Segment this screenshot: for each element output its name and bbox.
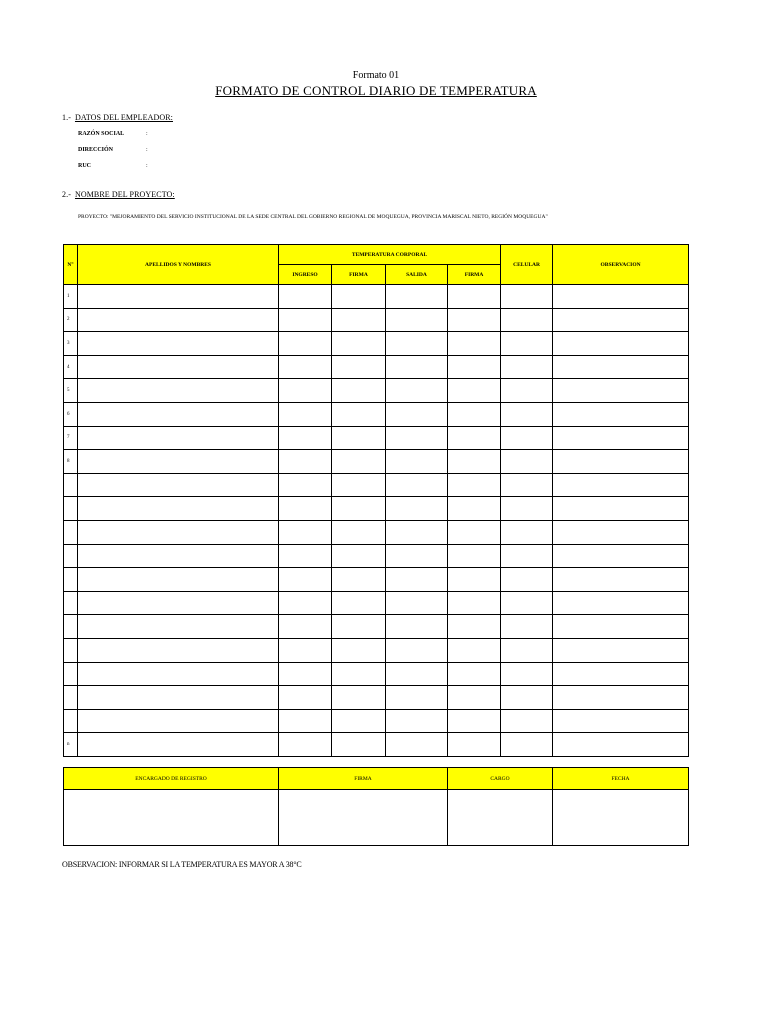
- observacion-cell[interactable]: [553, 332, 689, 356]
- section-number: 2.-: [62, 190, 71, 199]
- firma-salida-cell[interactable]: [448, 733, 501, 757]
- encargado-cell[interactable]: [64, 790, 279, 846]
- firma-ingreso-cell[interactable]: [332, 568, 386, 592]
- celular-cell[interactable]: [501, 402, 553, 426]
- section-title: DATOS DEL EMPLEADOR:: [74, 113, 173, 122]
- names-cell[interactable]: [78, 568, 279, 592]
- table-row: [64, 379, 689, 403]
- celular-cell[interactable]: [501, 520, 553, 544]
- row-number: 3: [64, 332, 78, 356]
- section-employer-heading: [62, 113, 173, 122]
- salida-cell[interactable]: [386, 615, 448, 639]
- celular-cell[interactable]: [501, 308, 553, 332]
- header-observacion: OBSERVACION: [553, 245, 689, 285]
- firma-salida-cell[interactable]: [448, 426, 501, 450]
- registry-signature-table: [63, 767, 689, 846]
- names-cell[interactable]: [78, 733, 279, 757]
- celular-cell[interactable]: [501, 709, 553, 733]
- salida-cell[interactable]: [386, 450, 448, 474]
- observacion-cell[interactable]: [553, 473, 689, 497]
- observacion-cell[interactable]: [553, 450, 689, 474]
- salida-cell[interactable]: [386, 379, 448, 403]
- table-row: [64, 332, 689, 356]
- salida-cell[interactable]: [386, 638, 448, 662]
- salida-cell[interactable]: [386, 544, 448, 568]
- names-cell[interactable]: [78, 709, 279, 733]
- row-number: 8: [64, 450, 78, 474]
- table-row: [64, 544, 689, 568]
- firma-salida-cell[interactable]: [448, 497, 501, 521]
- table-row: [64, 450, 689, 474]
- firma-salida-cell[interactable]: [448, 285, 501, 309]
- observacion-cell[interactable]: [553, 615, 689, 639]
- firma-salida-cell[interactable]: [448, 662, 501, 686]
- firma-ingreso-cell[interactable]: [332, 355, 386, 379]
- firma-cell[interactable]: [279, 790, 448, 846]
- names-cell[interactable]: [78, 426, 279, 450]
- celular-cell[interactable]: [501, 686, 553, 710]
- salida-cell[interactable]: [386, 591, 448, 615]
- fecha-cell[interactable]: [553, 790, 689, 846]
- firma-ingreso-cell[interactable]: [332, 332, 386, 356]
- header-cargo: CARGO: [448, 768, 553, 790]
- section-title: NOMBRE DEL PROYECTO:: [74, 190, 175, 199]
- names-cell[interactable]: [78, 308, 279, 332]
- observacion-cell[interactable]: [553, 355, 689, 379]
- names-cell[interactable]: [78, 615, 279, 639]
- firma-ingreso-cell[interactable]: [332, 520, 386, 544]
- header-firma: FIRMA: [279, 768, 448, 790]
- observation-note: OBSERVACION: INFORMAR SI LA TEMPERATURA ES MAYOR A 38°C: [62, 860, 302, 869]
- ingreso-cell[interactable]: [279, 591, 332, 615]
- row-number: 2: [64, 308, 78, 332]
- header-temperature: TEMPERATURA CORPORAL: [279, 245, 501, 265]
- firma-ingreso-cell[interactable]: [332, 308, 386, 332]
- ingreso-cell[interactable]: [279, 686, 332, 710]
- ingreso-cell[interactable]: [279, 615, 332, 639]
- firma-ingreso-cell[interactable]: [332, 615, 386, 639]
- row-number: [64, 497, 78, 521]
- row-number: [64, 473, 78, 497]
- observacion-cell[interactable]: [553, 638, 689, 662]
- cargo-cell[interactable]: [448, 790, 553, 846]
- header-ingreso: INGRESO: [279, 265, 332, 285]
- firma-ingreso-cell[interactable]: [332, 709, 386, 733]
- celular-cell[interactable]: [501, 426, 553, 450]
- row-number: [64, 544, 78, 568]
- firma-salida-cell[interactable]: [448, 686, 501, 710]
- names-cell[interactable]: [78, 355, 279, 379]
- salida-cell[interactable]: [386, 497, 448, 521]
- salida-cell[interactable]: [386, 733, 448, 757]
- table-row: [64, 426, 689, 450]
- firma-salida-cell[interactable]: [448, 544, 501, 568]
- header-encargado: ENCARGADO DE REGISTRO: [64, 768, 279, 790]
- celular-cell[interactable]: [501, 662, 553, 686]
- ingreso-cell[interactable]: [279, 520, 332, 544]
- table-row: [64, 473, 689, 497]
- ingreso-cell[interactable]: [279, 355, 332, 379]
- observacion-cell[interactable]: [553, 568, 689, 592]
- ingreso-cell[interactable]: [279, 497, 332, 521]
- row-number: 6: [64, 402, 78, 426]
- names-cell[interactable]: [78, 544, 279, 568]
- celular-cell[interactable]: [501, 733, 553, 757]
- firma-ingreso-cell[interactable]: [332, 544, 386, 568]
- table-body: [64, 285, 689, 757]
- celular-cell[interactable]: [501, 450, 553, 474]
- row-number: [64, 568, 78, 592]
- row-number: [64, 709, 78, 733]
- row-number: [64, 591, 78, 615]
- observacion-cell[interactable]: [553, 426, 689, 450]
- firma-ingreso-cell[interactable]: [332, 686, 386, 710]
- names-cell[interactable]: [78, 332, 279, 356]
- observacion-cell[interactable]: [553, 544, 689, 568]
- table-row: [64, 285, 689, 309]
- firma-ingreso-cell[interactable]: [332, 497, 386, 521]
- ingreso-cell[interactable]: [279, 332, 332, 356]
- celular-cell[interactable]: [501, 544, 553, 568]
- names-cell[interactable]: [78, 686, 279, 710]
- firma-salida-cell[interactable]: [448, 450, 501, 474]
- table-row: [64, 355, 689, 379]
- header-firma-salida: FIRMA: [448, 265, 501, 285]
- firma-ingreso-cell[interactable]: [332, 426, 386, 450]
- celular-cell[interactable]: [501, 638, 553, 662]
- names-cell[interactable]: [78, 450, 279, 474]
- names-cell[interactable]: [78, 402, 279, 426]
- ingreso-cell[interactable]: [279, 544, 332, 568]
- salida-cell[interactable]: [386, 355, 448, 379]
- table-row: [64, 733, 689, 757]
- salida-cell[interactable]: [386, 520, 448, 544]
- observacion-cell[interactable]: [553, 497, 689, 521]
- field-label-ruc: RUC: [78, 163, 91, 169]
- row-number: n: [64, 733, 78, 757]
- row-number: [64, 662, 78, 686]
- names-cell[interactable]: [78, 591, 279, 615]
- firma-salida-cell[interactable]: [448, 355, 501, 379]
- section-number: 1.-: [62, 113, 71, 122]
- firma-ingreso-cell[interactable]: [332, 285, 386, 309]
- celular-cell[interactable]: [501, 355, 553, 379]
- row-number: 7: [64, 426, 78, 450]
- document-title: FORMATO DE CONTROL DIARIO DE TEMPERATURA: [215, 83, 537, 98]
- celular-cell[interactable]: [501, 332, 553, 356]
- salida-cell[interactable]: [386, 568, 448, 592]
- names-cell[interactable]: [78, 638, 279, 662]
- ingreso-cell[interactable]: [279, 402, 332, 426]
- table-row: [64, 615, 689, 639]
- celular-cell[interactable]: [501, 591, 553, 615]
- celular-cell[interactable]: [501, 473, 553, 497]
- ingreso-cell[interactable]: [279, 308, 332, 332]
- firma-ingreso-cell[interactable]: [332, 402, 386, 426]
- observacion-cell[interactable]: [553, 285, 689, 309]
- firma-ingreso-cell[interactable]: [332, 473, 386, 497]
- field-label-razon-social: RAZÓN SOCIAL: [78, 131, 125, 137]
- names-cell[interactable]: [78, 520, 279, 544]
- field-colon: :: [146, 163, 148, 169]
- firma-ingreso-cell[interactable]: [332, 638, 386, 662]
- observacion-cell[interactable]: [553, 662, 689, 686]
- header-celular: CELULAR: [501, 245, 553, 285]
- ingreso-cell[interactable]: [279, 662, 332, 686]
- observacion-cell[interactable]: [553, 686, 689, 710]
- firma-salida-cell[interactable]: [448, 379, 501, 403]
- firma-salida-cell[interactable]: [448, 520, 501, 544]
- table-row: [64, 308, 689, 332]
- row-number: 5: [64, 379, 78, 403]
- header-fecha: FECHA: [553, 768, 689, 790]
- format-label: Formato 01: [352, 70, 400, 81]
- field-colon: :: [146, 147, 148, 153]
- row-number: [64, 638, 78, 662]
- celular-cell[interactable]: [501, 379, 553, 403]
- firma-salida-cell[interactable]: [448, 308, 501, 332]
- salida-cell[interactable]: [386, 426, 448, 450]
- table-row: [64, 638, 689, 662]
- salida-cell[interactable]: [386, 473, 448, 497]
- ingreso-cell[interactable]: [279, 426, 332, 450]
- observacion-cell[interactable]: [553, 709, 689, 733]
- row-number: 4: [64, 355, 78, 379]
- row-number: [64, 686, 78, 710]
- salida-cell[interactable]: [386, 285, 448, 309]
- celular-cell[interactable]: [501, 568, 553, 592]
- firma-salida-cell[interactable]: [448, 568, 501, 592]
- field-label-direccion: DIRECCIÓN: [78, 147, 114, 153]
- names-cell[interactable]: [78, 285, 279, 309]
- observacion-cell[interactable]: [553, 520, 689, 544]
- table-row: [64, 662, 689, 686]
- celular-cell[interactable]: [501, 615, 553, 639]
- names-cell[interactable]: [78, 379, 279, 403]
- header-number: N°: [64, 245, 78, 285]
- names-cell[interactable]: [78, 497, 279, 521]
- firma-salida-cell[interactable]: [448, 332, 501, 356]
- field-colon: :: [146, 131, 148, 137]
- salida-cell[interactable]: [386, 709, 448, 733]
- ingreso-cell[interactable]: [279, 733, 332, 757]
- salida-cell[interactable]: [386, 402, 448, 426]
- table-row: [64, 520, 689, 544]
- ingreso-cell[interactable]: [279, 450, 332, 474]
- ingreso-cell[interactable]: [279, 568, 332, 592]
- salida-cell[interactable]: [386, 662, 448, 686]
- project-description: PROYECTO: "MEJORAMIENTO DEL SERVICIO INSTITUCIONAL DE LA SEDE CENTRAL DEL GOBIERNO REGIONAL DE MOQUEGUA, PROVINCIA MARISCAL NIETO, REGIÓN MOQUEGUA": [78, 214, 548, 220]
- salida-cell[interactable]: [386, 308, 448, 332]
- row-number: 1: [64, 285, 78, 309]
- observacion-cell[interactable]: [553, 379, 689, 403]
- names-cell[interactable]: [78, 473, 279, 497]
- firma-salida-cell[interactable]: [448, 709, 501, 733]
- header-salida: SALIDA: [386, 265, 448, 285]
- firma-salida-cell[interactable]: [448, 615, 501, 639]
- table-row: [64, 686, 689, 710]
- table-row: [64, 497, 689, 521]
- firma-ingreso-cell[interactable]: [332, 733, 386, 757]
- ingreso-cell[interactable]: [279, 473, 332, 497]
- observacion-cell[interactable]: [553, 308, 689, 332]
- firma-salida-cell[interactable]: [448, 402, 501, 426]
- firma-ingreso-cell[interactable]: [332, 591, 386, 615]
- salida-cell[interactable]: [386, 686, 448, 710]
- header-names: APELLIDOS Y NOMBRES: [78, 245, 279, 285]
- celular-cell[interactable]: [501, 497, 553, 521]
- firma-salida-cell[interactable]: [448, 591, 501, 615]
- temperature-log-table: [63, 244, 689, 757]
- observacion-cell[interactable]: [553, 733, 689, 757]
- firma-ingreso-cell[interactable]: [332, 450, 386, 474]
- section-project-heading: [62, 190, 175, 199]
- observacion-cell[interactable]: [553, 402, 689, 426]
- ingreso-cell[interactable]: [279, 285, 332, 309]
- observacion-cell[interactable]: [553, 591, 689, 615]
- table-row: [64, 591, 689, 615]
- table-row: [64, 709, 689, 733]
- row-number: [64, 520, 78, 544]
- row-number: [64, 615, 78, 639]
- ingreso-cell[interactable]: [279, 709, 332, 733]
- names-cell[interactable]: [78, 662, 279, 686]
- celular-cell[interactable]: [501, 285, 553, 309]
- table-row: [64, 568, 689, 592]
- header-firma-ingreso: FIRMA: [332, 265, 386, 285]
- ingreso-cell[interactable]: [279, 638, 332, 662]
- table-row: [64, 402, 689, 426]
- firma-ingreso-cell[interactable]: [332, 379, 386, 403]
- ingreso-cell[interactable]: [279, 379, 332, 403]
- firma-salida-cell[interactable]: [448, 638, 501, 662]
- firma-salida-cell[interactable]: [448, 473, 501, 497]
- salida-cell[interactable]: [386, 332, 448, 356]
- firma-ingreso-cell[interactable]: [332, 662, 386, 686]
